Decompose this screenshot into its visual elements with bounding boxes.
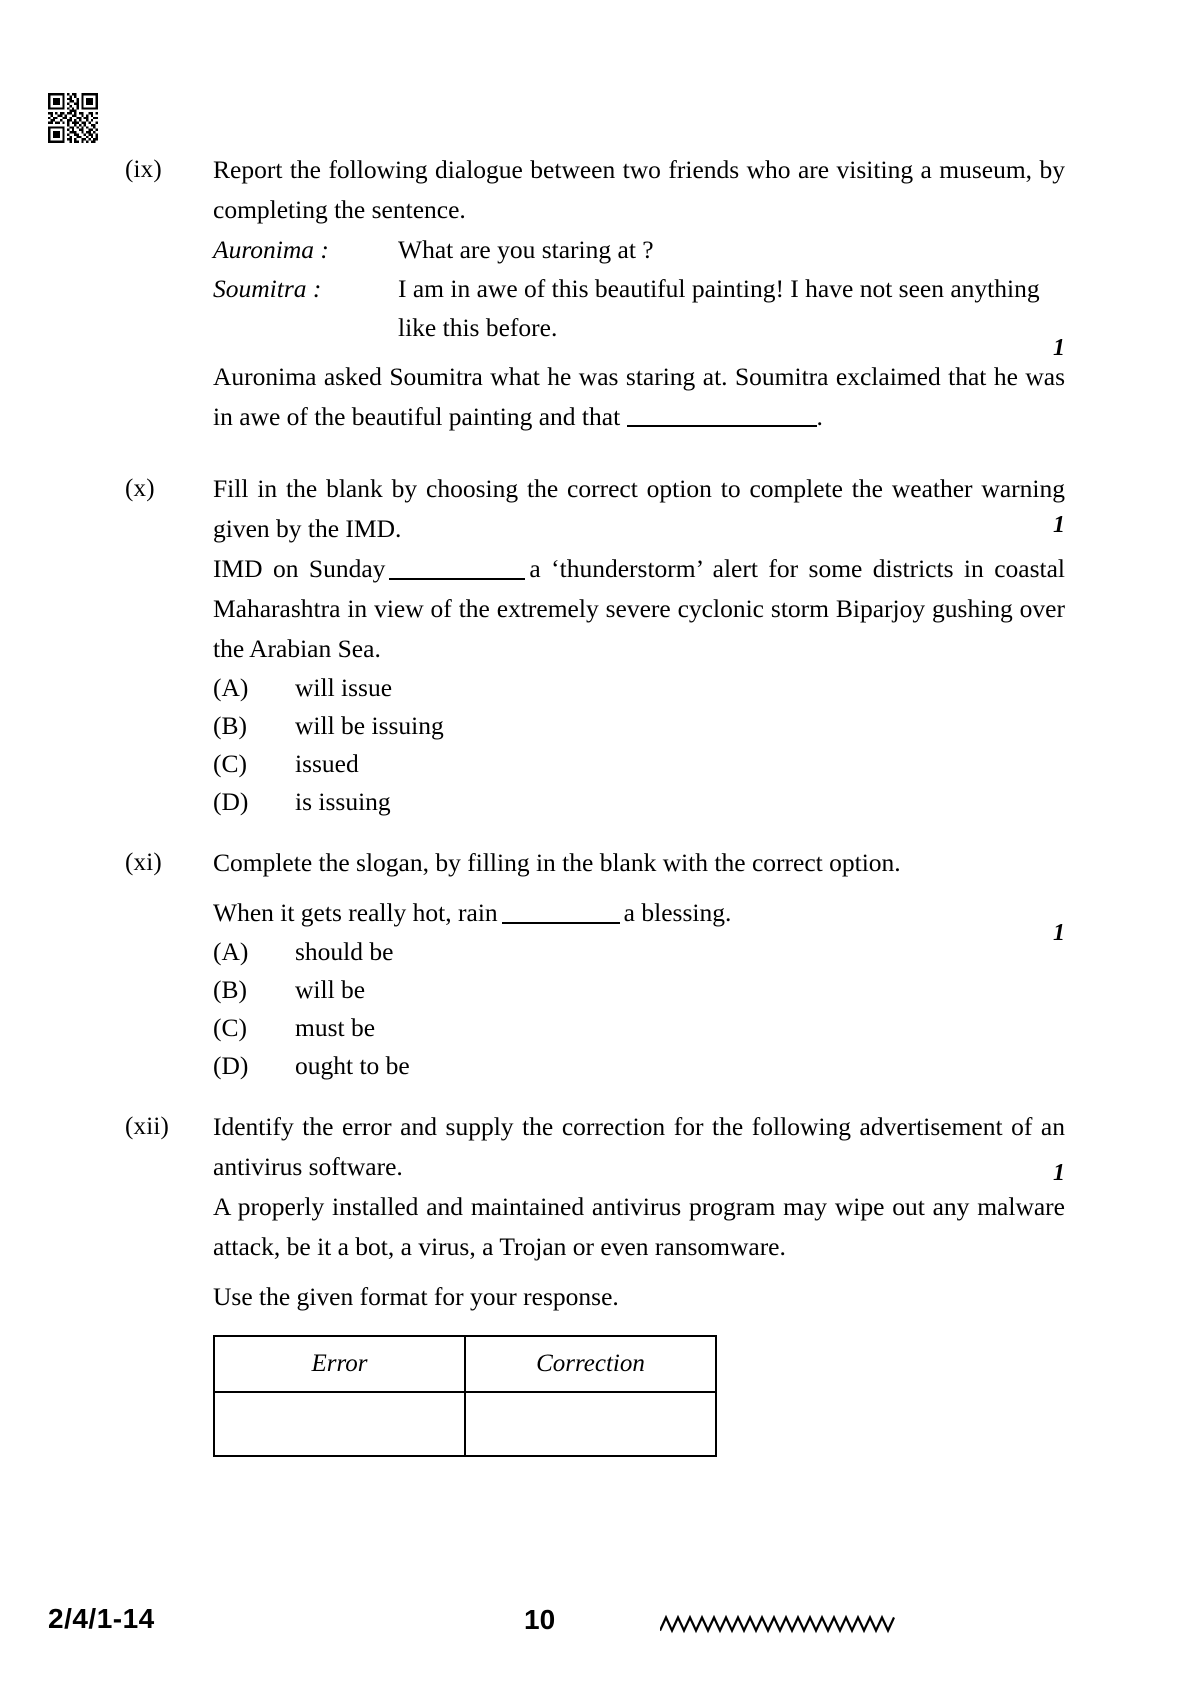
question-ix-response-text: Auronima asked Soumitra what he was staring at. Soumitra exclaimed that he was in awe of the beautiful painting and that <box>213 362 1065 431</box>
option-x-a[interactable] <box>213 669 1065 707</box>
question-number-xi: (xi) <box>125 849 162 876</box>
option-xi-d-text: ought to be <box>295 1051 410 1080</box>
table-row <box>214 1392 716 1456</box>
question-ix-response-tail: . <box>816 402 823 431</box>
footer-paper-code: 2/4/1-14 <box>48 1603 155 1634</box>
dialogue-text-auronima: What are you staring at ? <box>398 235 654 264</box>
option-xi-a-text: should be <box>295 937 394 966</box>
marks-xi: 1 <box>1053 920 1065 946</box>
option-xi-c-key: (C) <box>213 1013 247 1042</box>
option-xi-a-key: (A) <box>213 937 249 966</box>
answer-blank-ix[interactable] <box>627 401 817 427</box>
qr-code-icon <box>48 93 98 143</box>
dialogue-speaker-soumitra: Soumitra : <box>213 274 322 303</box>
wavy-rule-decoration <box>660 1613 895 1635</box>
dialogue-line-auronima <box>213 230 1065 269</box>
table-header-correction: Correction <box>465 1336 716 1392</box>
question-xii-advertisement: A properly installed and maintained antivirus program may wipe out any malware attack, be it a bot, a virus, a Trojan or even ransomware. <box>213 1192 1065 1261</box>
marks-x: 1 <box>1053 512 1065 538</box>
option-xi-d[interactable] <box>213 1047 1065 1085</box>
table-header-error: Error <box>214 1336 465 1392</box>
table-cell-error-input[interactable] <box>214 1392 465 1456</box>
option-x-b-key: (B) <box>213 711 247 740</box>
question-ix-response <box>213 357 1065 437</box>
table-header-row <box>214 1336 716 1392</box>
option-x-d[interactable] <box>213 783 1065 821</box>
option-x-a-key: (A) <box>213 673 249 702</box>
option-xi-a[interactable] <box>213 933 1065 971</box>
option-x-c-text: issued <box>295 749 359 778</box>
question-xii <box>125 1107 1065 1317</box>
option-x-a-text: will issue <box>295 673 393 702</box>
question-number-x: (x) <box>125 475 155 502</box>
question-xi <box>125 843 1065 1085</box>
option-xi-b-key: (B) <box>213 975 247 1004</box>
dialogue-text-soumitra: I am in awe of this beautiful painting! I have not seen anything like this before. <box>398 274 1040 342</box>
marks-ix: 1 <box>1053 335 1065 361</box>
option-x-d-key: (D) <box>213 787 249 816</box>
option-xi-c[interactable] <box>213 1009 1065 1047</box>
question-x-sentence <box>213 549 1065 669</box>
footer-page-number: 10 <box>524 1604 556 1635</box>
question-x-sentence-before: IMD on Sunday <box>213 554 386 583</box>
option-xi-b[interactable] <box>213 971 1065 1009</box>
page-footer <box>0 1603 1190 1683</box>
answer-blank-xi[interactable] <box>502 902 620 924</box>
option-xi-d-key: (D) <box>213 1051 249 1080</box>
question-x-stem: Fill in the blank by choosing the correct option to complete the weather warning given by the IMD. <box>213 474 1065 543</box>
error-correction-table <box>213 1335 717 1457</box>
question-x-sentence-after: a ‘thunderstorm’ alert for some districts in coastal Maharashtra in view of the extremely severe cyclonic storm Biparjoy gushing over the Arabian Sea. <box>213 554 1065 663</box>
question-number-ix: (ix) <box>125 156 162 183</box>
option-x-c[interactable] <box>213 745 1065 783</box>
dialogue-line-soumitra <box>213 269 1065 347</box>
question-xi-sentence-after: a blessing. <box>623 898 732 927</box>
question-x <box>125 469 1065 821</box>
option-xi-c-text: must be <box>295 1013 376 1042</box>
option-xi-b-text: will be <box>295 975 366 1004</box>
question-list <box>125 150 1065 1457</box>
marks-xii: 1 <box>1053 1160 1065 1186</box>
option-x-b-text: will be issuing <box>295 711 444 740</box>
table-cell-correction-input[interactable] <box>465 1392 716 1456</box>
option-x-b[interactable] <box>213 707 1065 745</box>
option-x-c-key: (C) <box>213 749 247 778</box>
question-xi-stem: Complete the slogan, by filling in the blank with the correct option. <box>213 848 901 877</box>
question-xi-sentence-before: When it gets really hot, rain <box>213 898 498 927</box>
option-x-d-text: is issuing <box>295 787 391 816</box>
question-ix-stem: Report the following dialogue between two friends who are visiting a museum, by completing the sentence. <box>213 155 1065 224</box>
question-ix <box>125 150 1065 437</box>
dialogue-speaker-auronima: Auronima : <box>213 235 329 264</box>
question-xii-stem: Identify the error and supply the correction for the following advertisement of an antivirus software. <box>213 1112 1065 1181</box>
question-xii-instruction: Use the given format for your response. <box>213 1282 619 1311</box>
question-xi-sentence <box>213 893 1065 933</box>
question-number-xii: (xii) <box>125 1113 170 1140</box>
answer-blank-x[interactable] <box>389 558 525 580</box>
